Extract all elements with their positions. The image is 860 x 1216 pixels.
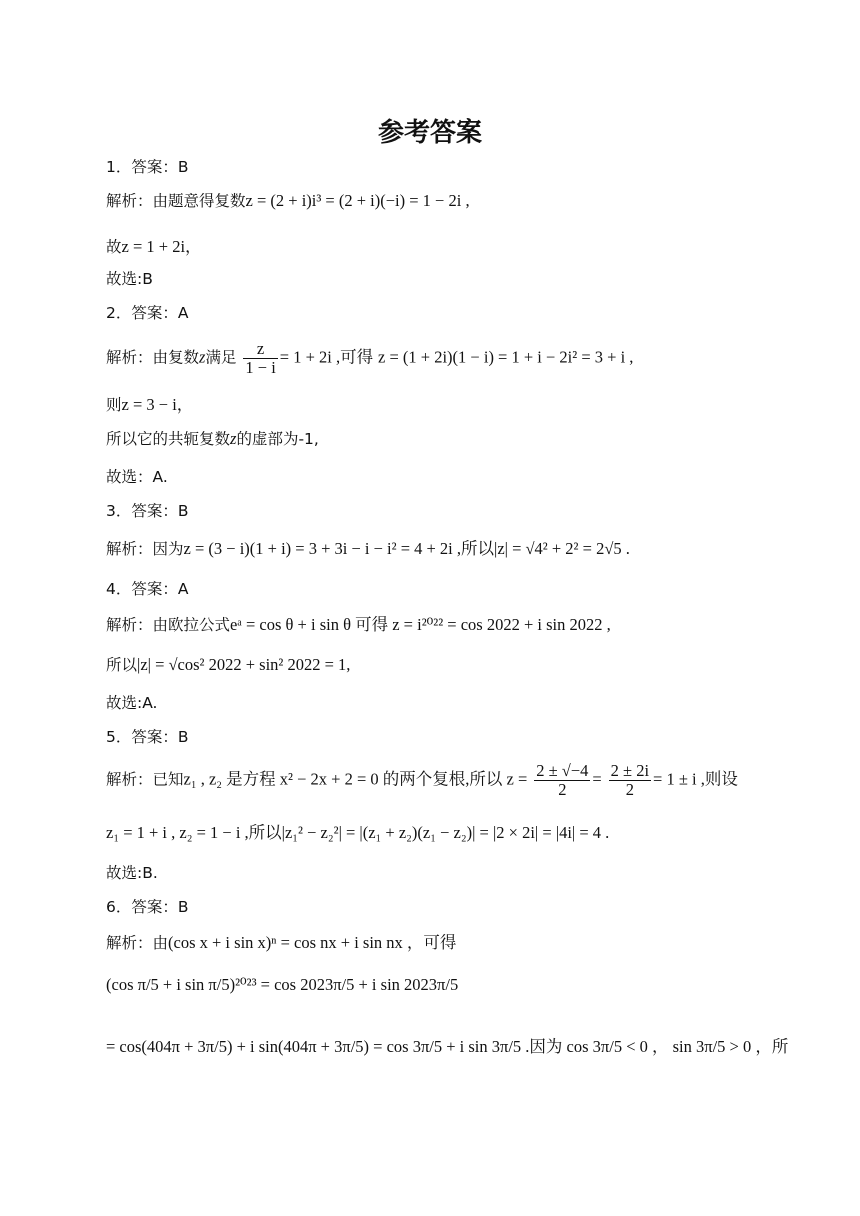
answer-1: 1．答案：B [106, 158, 189, 176]
choice-2: 故选：A. [106, 468, 168, 486]
imag-part-2: 所以它的共轭复数z的虚部为-1, [106, 429, 319, 448]
choice-4: 故选:A. [106, 694, 158, 712]
analysis-3: 解析：因为z = (3 − i)(1 + i) = 3 + 3i − i − i² = 4 + 2i ,所以|z| = √4² + 2² = 2√5 . [106, 539, 630, 558]
page-title: 参考答案 [377, 118, 482, 148]
choice-5: 故选:B. [106, 864, 158, 882]
analysis-5: 解析：已知z₁ , z₂ 是方程 x² − 2x + 2 = 0 的两个复根,所以 z = $\frac{2 \pm √-4}{2}$ = $\frac{2 \pm 2i}{2}$ = 1 ± i ,则设 [106, 761, 738, 799]
analysis-1: 解析：由题意得复数z = (2 + i)i³ = (2 + i)(−i) = 1 − 2i , [106, 191, 470, 210]
simplify-6: = cos(404π + 3π/5) + i sin(404π + 3π/5) = cos 3π/5 + i sin 3π/5 .因为 cos 3π/5 < 0 ， sin 3π/5 > 0 ，所 [106, 1037, 789, 1056]
roots-5: z₁ = 1 + i , z₂ = 1 − i ,所以|z₁² − z₂²| = |(z₁ + z₂)(z₁ − z₂)| = |2 × 2i| = |4i| = 4 . [106, 823, 610, 842]
modulus-4: 所以|z| = √cos² 2022 + sin² 2022 = 1, [106, 655, 351, 674]
answer-4: 4．答案：A [106, 580, 189, 598]
analysis-2: 解析：由复数z满足 $\frac{z}{1 - i}$ = 1 + 2i ,可得 z = (1 + 2i)(1 − i) = 1 + i − 2i² = 3 + i , [106, 339, 634, 377]
answer-3: 3．答案：B [106, 502, 189, 520]
conclusion-1: 故z = 1 + 2i， [106, 237, 202, 256]
analysis-4: 解析：由欧拉公式eᵃ = cos θ + i sin θ 可得 z = i²⁰²² = cos 2022 + i sin 2022 , [106, 615, 611, 634]
analysis-6: 解析：由(cos x + i sin x)ⁿ = cos nx + i sin nx ，可得 [106, 933, 457, 952]
answer-5: 5．答案：B [106, 728, 189, 746]
de-moivre-6: (cos π/5 + i sin π/5)²⁰²³ = cos 2023π/5 + i sin 2023π/5 [106, 975, 459, 994]
choice-1: 故选:B [106, 270, 153, 288]
answer-2: 2．答案：A [106, 304, 189, 322]
conclusion-2: 则z = 3 − i， [106, 395, 194, 414]
answer-6: 6．答案：B [106, 898, 189, 916]
